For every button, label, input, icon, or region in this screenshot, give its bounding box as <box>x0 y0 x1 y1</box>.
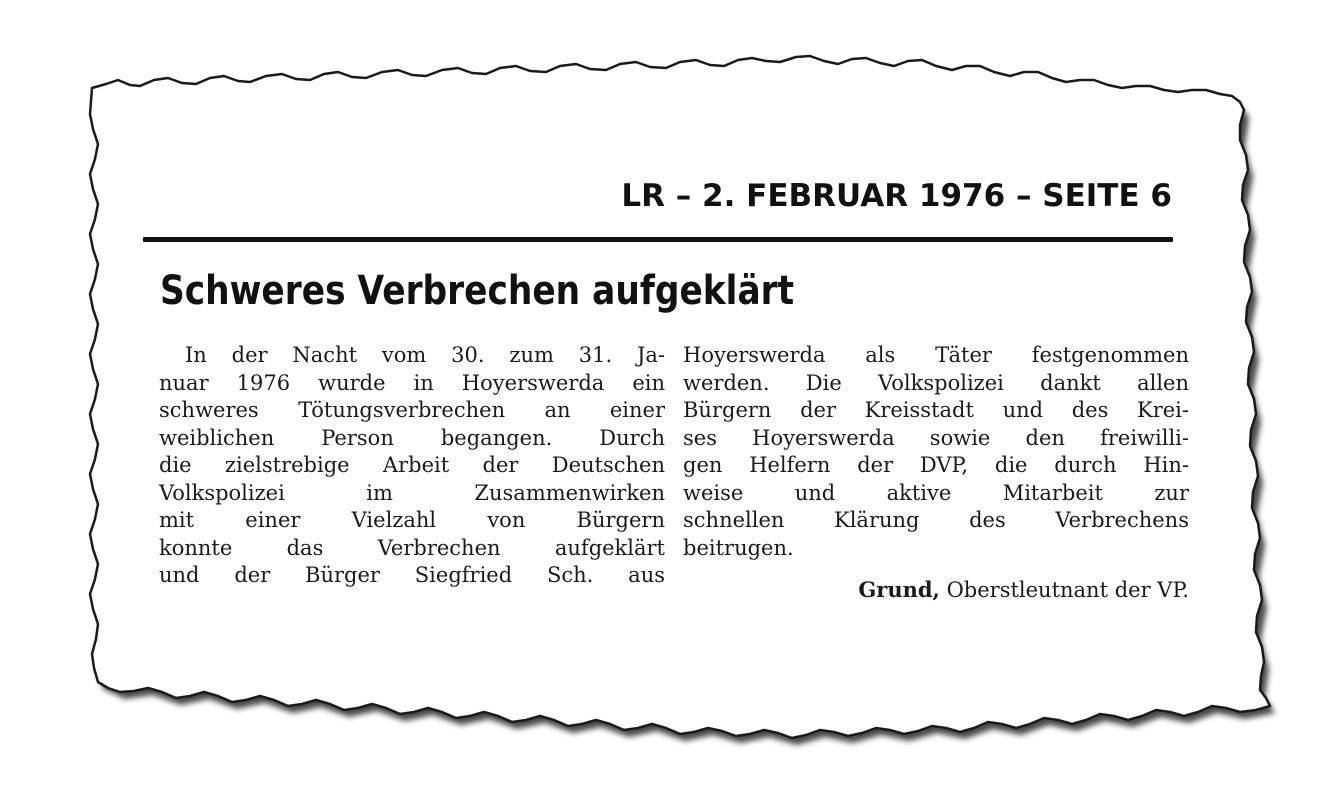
article-right-column <box>683 342 1189 562</box>
text-line: schweres Tötungsverbrechen an einer <box>159 398 665 422</box>
text-line: die zielstrebige Arbeit der Deutschen <box>159 453 665 477</box>
header-rule <box>143 237 1173 242</box>
signature-name: Grund, <box>858 577 940 602</box>
headline: Schweres Verbrechen aufgeklärt <box>160 268 795 314</box>
text-line: schnellen Klärung des Verbrechens <box>683 508 1189 532</box>
signature-title: Oberstleutnant der VP. <box>946 578 1189 602</box>
article-left-column <box>159 342 665 590</box>
text-line: beitrugen. <box>683 535 794 560</box>
text-line: weiblichen Person begangen. Durch <box>159 425 665 450</box>
text-line: werden. Die Volkspolizei dankt allen <box>683 370 1189 395</box>
text-line: mit einer Vielzahl von Bürgern <box>159 508 665 532</box>
text-line: In der Nacht vom 30. zum 31. Ja- <box>185 343 665 367</box>
masthead: LR – 2. FEBRUAR 1976 – SEITE 6 <box>621 178 1172 214</box>
text-line: nuar 1976 wurde in Hoyerswerda ein <box>159 370 665 395</box>
text-line: und der Bürger Siegfried Sch. aus <box>159 563 665 587</box>
text-line: ses Hoyerswerda sowie den freiwilli- <box>683 425 1189 450</box>
text-line: Hoyerswerda als Täter festgenommen <box>683 343 1189 367</box>
signature <box>683 577 1189 602</box>
text-line: gen Helfern der DVP, die durch Hin- <box>683 453 1189 477</box>
text-line: weise und aktive Mitarbeit zur <box>683 480 1189 505</box>
text-line: konnte das Verbrechen aufgeklärt <box>159 535 665 560</box>
text-line: Volkspolizei im Zusammenwirken <box>159 480 665 505</box>
text-line: Bürgern der Kreisstadt und des Krei- <box>683 398 1189 422</box>
